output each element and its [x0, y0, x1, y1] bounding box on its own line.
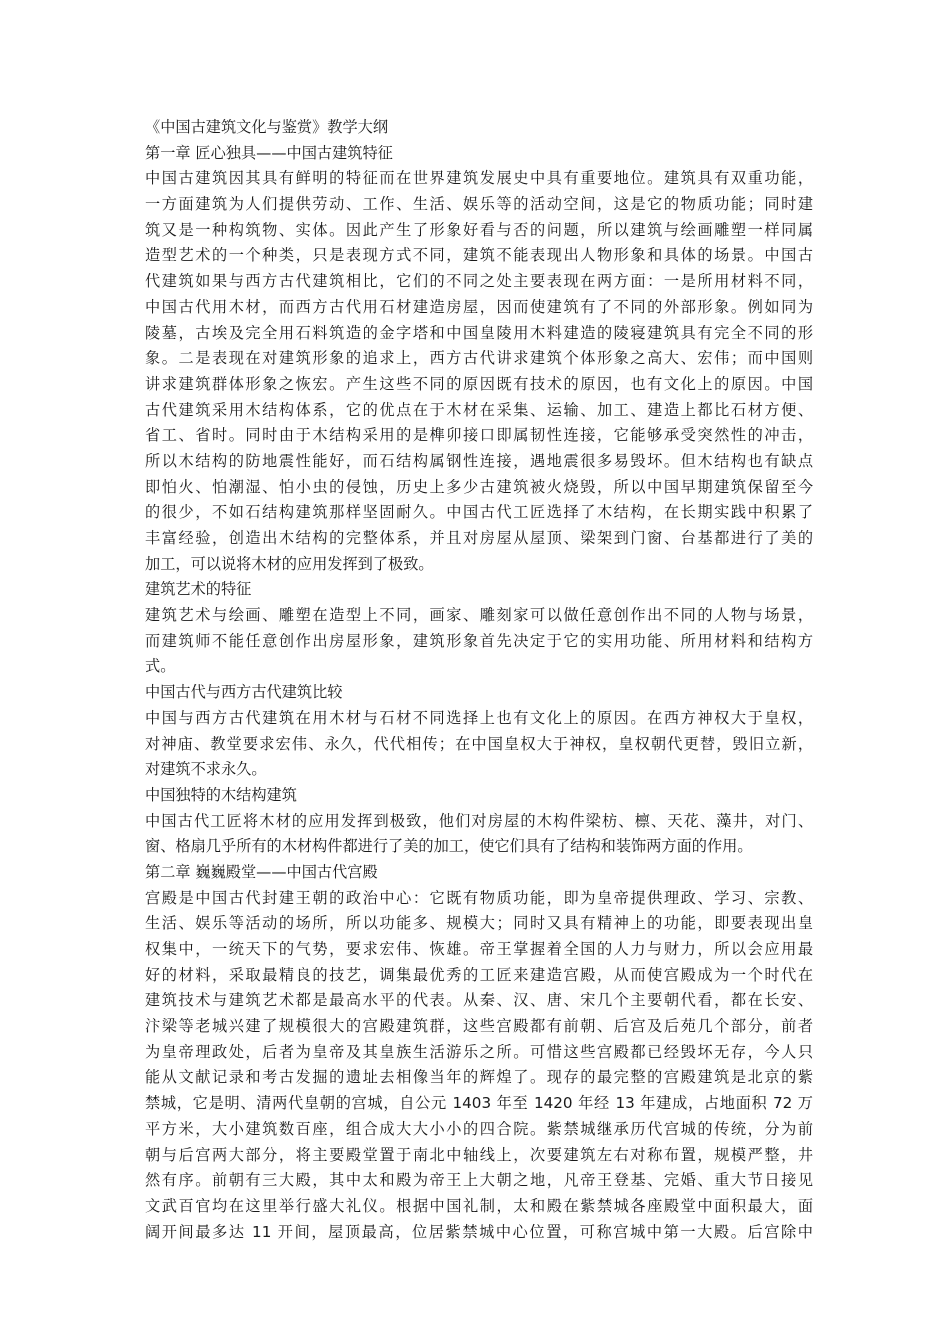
- text-line: 朝与后宫两大部分，将主要殿堂置于南北中轴线上，次要建筑左右对称布置，规模严整，井: [145, 1145, 813, 1164]
- text-line: 中国古代用木材，而西方古代用石材建造房屋，因而使建筑有了不同的外部形象。例如同为: [145, 297, 813, 316]
- text-line: 象。二是表现在对建筑形象的追求上，西方古代讲求建筑个体形象之高大、宏伟；而中国则: [145, 349, 813, 368]
- text-line: 筑又是一种构筑物、实体。因此产生了形象好看与否的问题，所以建筑与绘画雕塑一样同属: [145, 220, 813, 239]
- text-line: 中国古代工匠将木材的应用发挥到极致，他们对房屋的木构件梁枋、檩、天花、藻井，对门、: [145, 811, 813, 830]
- text-line: 造型艺术的一个种类，只是表现方式不同，建筑不能表现出人物形象和具体的场景。中国古: [145, 246, 813, 265]
- chapter-2-heading: 第二章 巍巍殿堂——中国古代宫殿: [145, 862, 378, 881]
- section-heading-comparison: 中国古代与西方古代建筑比较: [145, 683, 343, 702]
- chapter-1-heading: 第一章 匠心独具——中国古建筑特征: [145, 143, 393, 162]
- text-line: 权集中，一统天下的气势，要求宏伟、恢雄。帝王掌握着全国的人力与财力，所以会应用最: [145, 940, 813, 958]
- text-line: 式。: [145, 657, 176, 676]
- text-line: 平方米，大小建筑数百座，组合成大大小小的四合院。紫禁城继承历代宫城的传统，分为前: [145, 1119, 813, 1138]
- text-line: 代建筑如果与西方古代建筑相比，它们的不同之处主要表现在两方面：一是所用材料不同，: [145, 272, 813, 291]
- text-line: 而建筑师不能任意创作出房屋形象，建筑形象首先决定于它的实用功能、所用材料和结构方: [145, 631, 813, 650]
- text-line: 的很少，不如石结构建筑那样坚固耐久。中国古代工匠选择了木结构，在长期实践中积累了: [145, 503, 813, 522]
- section-paragraph-wood-structure: [145, 809, 813, 860]
- text-line: 古代建筑采用木结构体系，它的优点在于木材在采集、运输、加工、建造上都比石材方便、: [145, 400, 813, 419]
- text-line: 省工、省时。同时由于木结构采用的是榫卯接口即属韧性连接，它能够承受突然性的冲击，: [145, 426, 813, 445]
- text-line: 所以木结构的防地震性能好，而石结构属钢性连接，遇地震很多易毁坏。但木结构也有缺点: [145, 451, 813, 470]
- document-page: [145, 115, 813, 1245]
- section-paragraph-architecture-art: [145, 603, 813, 680]
- text-line: 为皇帝理政处，后者为皇帝及其皇族生活游乐之所。可惜这些宫殿都已经毁坏无存，今人只: [145, 1042, 813, 1061]
- section-heading-architecture-art: 建筑艺术的特征: [145, 580, 252, 599]
- text-line: 生活、娱乐等活动的场所，所以功能多、规模大；同时又具有精神上的功能，即要表现出皇: [145, 914, 813, 933]
- text-line: 阔开间最多达 11 开间，屋顶最高，位居紫禁城中心位置，可称宫城中第一大殿。后宫除中: [145, 1222, 813, 1241]
- text-line: 建筑艺术与绘画、雕塑在造型上不同，画家、雕刻家可以做任意创作出不同的人物与场景，: [145, 606, 813, 625]
- text-line: 中国古建筑因其具有鲜明的特征而在世界建筑发展史中具有重要地位。建筑具有双重功能，: [145, 169, 813, 188]
- text-line: 窗、格扇几乎所有的木材构件都进行了美的加工，使它们具有了结构和装饰两方面的作用。: [145, 837, 753, 856]
- text-line: 禁城，它是明、清两代皇朝的宫城，自公元 1403 年至 1420 年经 13 年建成，占地面积 72 万: [145, 1094, 813, 1113]
- section-paragraph-comparison: [145, 706, 813, 783]
- text-line: 汴梁等老城兴建了规模很大的宫殿建筑群，这些宫殿都有前朝、后宫及后苑几个部分，前者: [145, 1017, 813, 1036]
- text-line: 一方面建筑为人们提供劳动、工作、生活、娱乐等的活动空间，这是它的物质功能；同时建: [145, 195, 813, 214]
- document-title: 《中国古建筑文化与鉴赏》教学大纲: [145, 118, 388, 136]
- text-line: 对神庙、教堂要求宏伟、永久，代代相传；在中国皇权大于神权，皇权朝代更替，毁旧立新，: [145, 734, 813, 753]
- text-line: 能从文献记录和考古发掘的遗址去相像当年的辉煌了。现存的最完整的宫殿建筑是北京的紫: [145, 1068, 813, 1087]
- text-line: 建筑技术与建筑艺术都是最高水平的代表。从秦、汉、唐、宋几个主要朝代看，都在长安、: [145, 991, 813, 1010]
- text-line: 宫殿是中国古代封建王朝的政治中心：它既有物质功能，即为皇帝提供理政、学习、宗教、: [145, 888, 813, 907]
- text-line: 好的材料，采取最精良的技艺，调集最优秀的工匠来建造宫殿，从而使宫殿成为一个时代在: [145, 965, 813, 984]
- text-line: 加工，可以说将木材的应用发挥到了极致。: [145, 554, 434, 573]
- chapter-2-paragraph-1: [145, 886, 813, 1246]
- text-line: 即怕火、怕潮湿、怕小虫的侵蚀，历史上多少古建筑被火烧毁，所以中国早期建筑保留至今: [145, 477, 813, 496]
- section-heading-wood-structure: 中国独特的木结构建筑: [145, 785, 297, 804]
- text-line: 讲求建筑群体形象之恢宏。产生这些不同的原因既有技术的原因，也有文化上的原因。中国: [145, 374, 813, 393]
- text-line: 然有序。前朝有三大殿，其中太和殿为帝王上大朝之地，凡帝王登基、完婚、重大节日接见: [145, 1171, 813, 1190]
- text-line: 陵墓，古埃及完全用石料筑造的金字塔和中国皇陵用木料建造的陵寝建筑具有完全不同的形: [145, 323, 813, 342]
- chapter-1-paragraph-1: [145, 166, 813, 577]
- text-line: 中国与西方古代建筑在用木材与石材不同选择上也有文化上的原因。在西方神权大于皇权，: [145, 708, 813, 727]
- text-line: 丰富经验，创造出木结构的完整体系，并且对房屋从屋顶、梁架到门窗、台基都进行了美的: [145, 529, 813, 547]
- text-line: 对建筑不求永久。: [145, 760, 267, 779]
- text-line: 文武百官均在这里举行盛大礼仪。根据中国礼制，太和殿在紫禁城各座殿堂中面积最大，面: [145, 1196, 813, 1215]
